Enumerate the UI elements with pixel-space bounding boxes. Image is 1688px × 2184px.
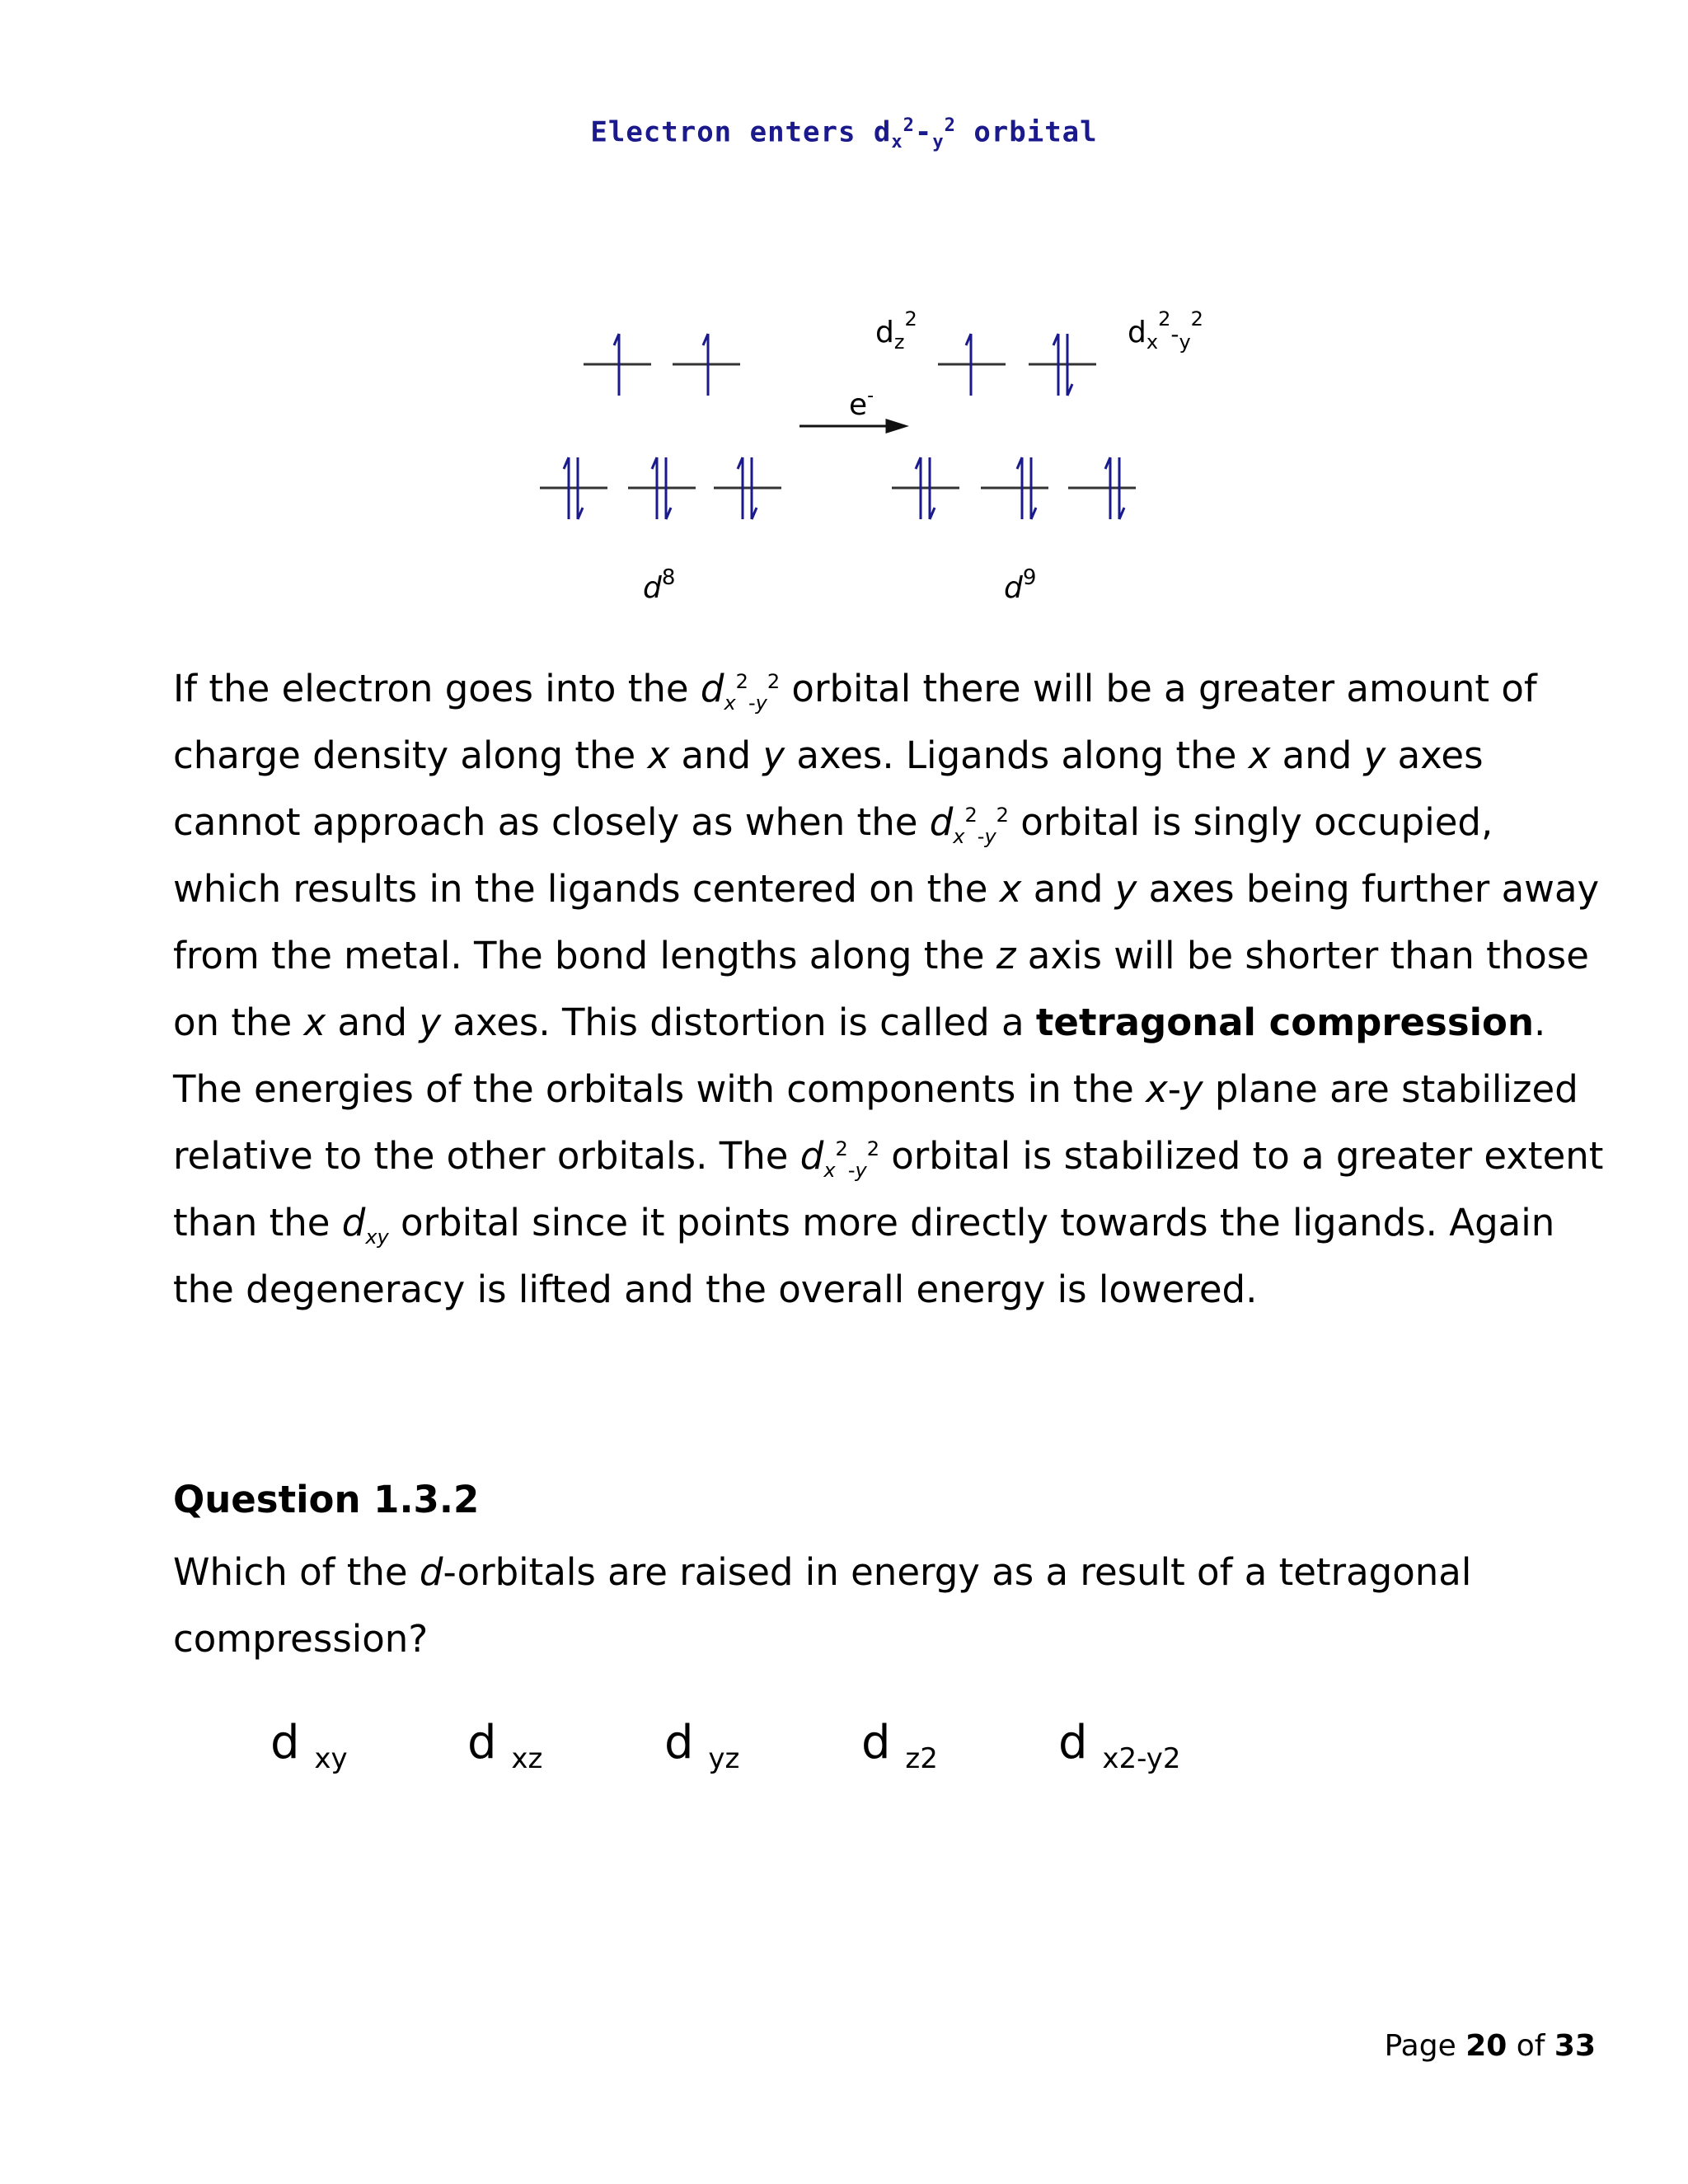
option-dz2[interactable]: d $_{z2}$ [861, 1716, 938, 1776]
right-dx2y2-orbital [1029, 334, 1096, 396]
right-t2g-orbital-3 [1068, 457, 1136, 519]
question-text: Which of the d-orbitals are raised in energy as a result of a tetragonal compression? [173, 1550, 1472, 1661]
option-dxy[interactable]: d $_{xy}$ [270, 1716, 348, 1776]
title-sub-y: y [932, 132, 945, 153]
dz2-label: $d_z^2$ [875, 307, 917, 354]
orbital-diagram [0, 0, 1688, 643]
right-t2g-orbital-1 [892, 457, 959, 519]
left-t2g-orbital-2 [628, 457, 696, 519]
title-suffix: orbital [955, 115, 1098, 149]
dx2y2-label: $d_x^2_{-y}^2$ [1128, 307, 1203, 354]
title-text: Electron enters d [590, 115, 892, 149]
config-d9-label: $d^9$ [1004, 565, 1037, 605]
left-eg-orbital-1 [584, 334, 651, 396]
body-paragraph [173, 655, 1607, 1323]
paragraph-text: If the electron goes into the $d_x^2_{-y}^2$ orbital there will be a greater amount of charge density along the x and y axes. Ligands along the x and y axes cannot approach as closely as when the $d_x^2_{-y}^2$ orbital is singly occupied, which results in the ligands centered on the x and y axes being further away from the metal. The bond lengths along the z axis will be shorter than those on the x and y axes. This distortion is called a tetragonal compression. The energies of the orbitals with components in the x-y plane are stabilized relative to the other orbitals. The $d_x^2_{-y}^2$ orbital is stabilized to a greater extent than the $d_{xy}$ orbital since it points more directly towards the ligands. Again the degeneracy is lifted and the overall energy is lowered. [173, 667, 1604, 1311]
option-dxz[interactable]: d $_{xz}$ [467, 1716, 543, 1776]
electron-label: e- [849, 386, 874, 422]
page-footer: Page 20 of 33 [1384, 2029, 1596, 2063]
title-dash: - [914, 115, 933, 149]
option-dx2-y2[interactable]: d $_{x2-y2}$ [1058, 1716, 1181, 1776]
transition-arrow [799, 420, 905, 432]
title-sup-2: 2 [944, 115, 956, 136]
left-t2g-orbital-1 [540, 457, 607, 519]
title-sub-x: x [891, 132, 903, 153]
title-sup-1: 2 [903, 115, 915, 136]
right-t2g-orbital-2 [981, 457, 1048, 519]
left-eg-orbital-2 [673, 334, 740, 396]
left-t2g-orbital-3 [714, 457, 781, 519]
option-dyz[interactable]: d $_{yz}$ [664, 1716, 740, 1776]
config-d8-label: $d^8$ [643, 565, 676, 605]
right-dz2-orbital [938, 334, 1006, 396]
question-heading: Question 1.3.2 [173, 1478, 480, 1521]
